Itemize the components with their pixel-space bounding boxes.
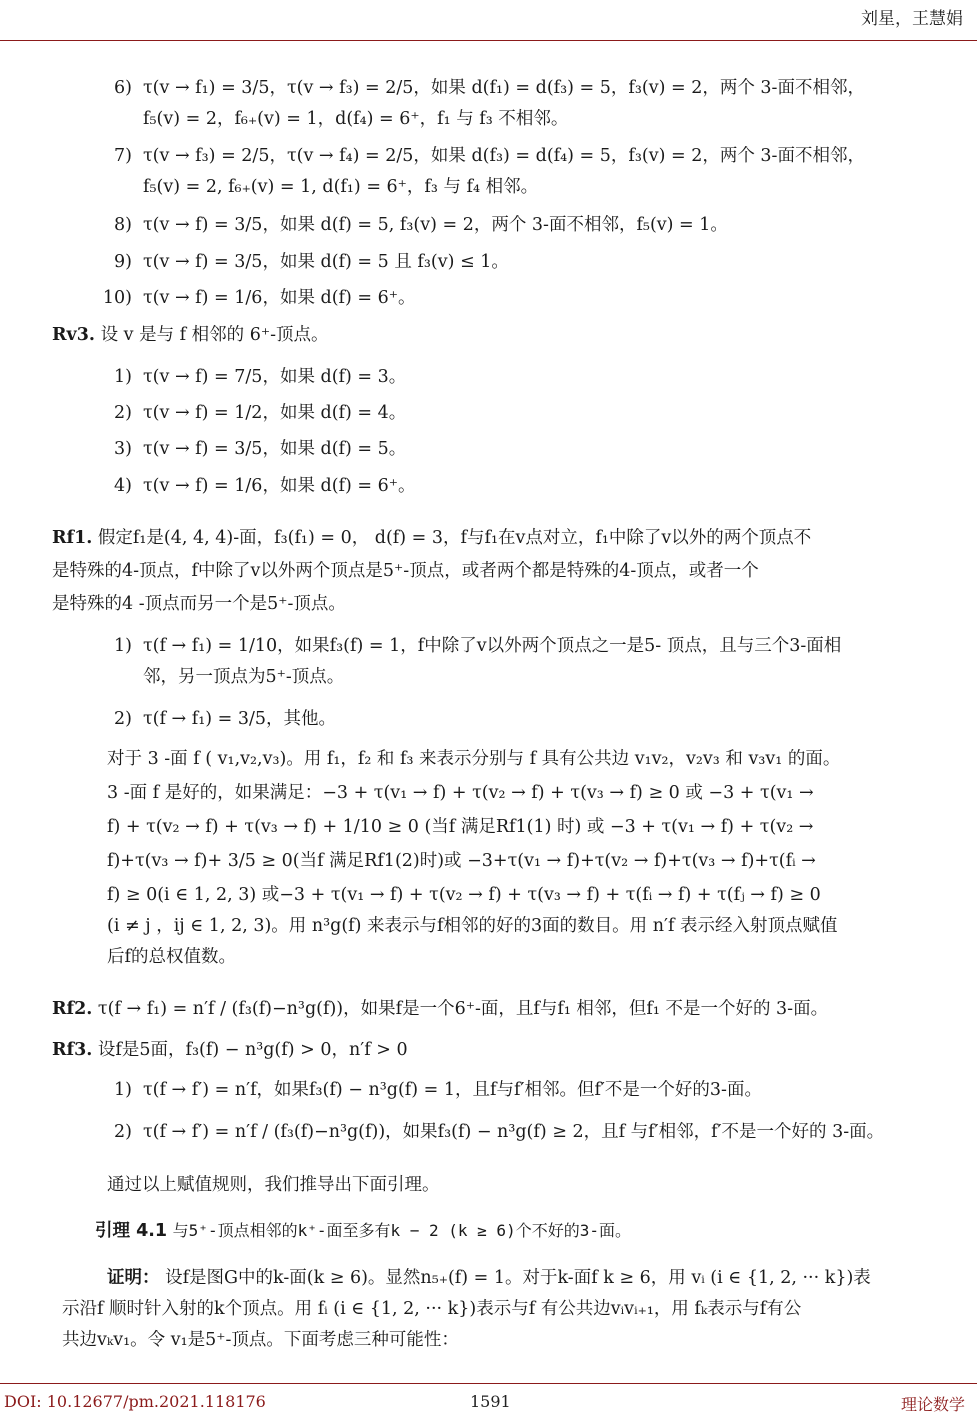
- rf3-item-1: τ(f → f′) = n′f，如果f₃(f) − n³g(f) = 1，且f与f′相邻。但f′不是一个好的3-面。: [143, 1080, 762, 1100]
- rf1-label: Rf1.: [52, 528, 93, 548]
- rv2-item-10-num: 10): [102, 288, 132, 308]
- rf3-rule: [52, 1037, 408, 1063]
- rv3-item-3: τ(v → f) = 3/5，如果 d(f) = 5。: [143, 439, 407, 459]
- rv2-item-8-line1: τ(v → f) = 3/5，如果 d(f) = 5, f₃(v) = 2，两个 3-面不相邻，f₅(v) = 1。: [143, 215, 728, 235]
- derive-sentence: 通过以上赋值规则，我们推导出下面引理。: [107, 1175, 440, 1195]
- rv2-item-9-line1: τ(v → f) = 3/5，如果 d(f) = 5 且 f₃(v) ≤ 1。: [143, 252, 509, 272]
- footer-journal: 理论数学: [900, 1395, 965, 1414]
- rf2-rule: [52, 996, 828, 1022]
- rv2-item-10-line1: τ(v → f) = 1/6，如果 d(f) = 6⁺。: [143, 288, 416, 308]
- rv3-item-1: τ(v → f) = 7/5，如果 d(f) = 3。: [143, 367, 407, 387]
- rf3-text: 设f是5面，f₃(f) − n³g(f) > 0，n′f > 0: [97, 1040, 408, 1060]
- rf1-line-2: 是特殊的4-顶点，f中除了v以外两个顶点是5⁺-顶点，或者两个都是特殊的4-顶点，或者一个: [52, 561, 759, 581]
- rv2-item-7-line1: τ(v → f₃) = 2/5，τ(v → f₄) = 2/5，如果 d(f₃) = d(f₄) = 5，f₃(v) = 2，两个 3-面不相邻，: [143, 146, 865, 166]
- rv3-item-4-num: 4): [114, 476, 132, 496]
- rf1-item-1-line2: 邻，另一顶点为5⁺-顶点。: [143, 667, 345, 687]
- rf1-line-3: 是特殊的4 -顶点而另一个是5⁺-顶点。: [52, 594, 346, 614]
- page-header: [0, 0, 977, 41]
- rf1-text-1: 假定f₁是(4, 4, 4)-面，f₃(f₁) = 0， d(f) = 3，f与f₁在v点对立，f₁中除了v以外的两个顶点不: [97, 528, 812, 548]
- rf1-line-1: [52, 525, 811, 551]
- good-face-line-1: 对于 3 -面 f ( v₁,v₂,v₃)。用 f₁，f₂ 和 f₃ 来表示分别与 f 具有公共边 v₁v₂，v₂v₃ 和 v₃v₁ 的面。: [107, 749, 841, 769]
- good-face-line-3: f) + τ(v₂ → f) + τ(v₃ → f) + 1/10 ≥ 0 (当f 满足Rf1(1) 时) 或 −3 + τ(v₁ → f) + τ(v₂ →: [107, 817, 814, 837]
- good-face-line-7: 后f的总权值数。: [107, 947, 236, 967]
- good-face-line-2: 3 -面 f 是好的，如果满足：−3 + τ(v₁ → f) + τ(v₂ → f) + τ(v₃ → f) ≥ 0 或 −3 + τ(v₁ →: [107, 783, 814, 803]
- rf1-item-2-line1: τ(f → f₁) = 3/5，其他。: [143, 709, 337, 729]
- rv2-item-8-num: 8): [114, 215, 132, 235]
- rv2-item-7-line2: f₅(v) = 2, f₆₊(v) = 1, d(f₁) = 6⁺，f₃ 与 f₄ 相邻。: [143, 177, 539, 197]
- rv3-item-2: τ(v → f) = 1/2，如果 d(f) = 4。: [143, 403, 407, 423]
- rv2-item-9-num: 9): [114, 252, 132, 272]
- rf3-item-2-num: 2): [114, 1122, 132, 1142]
- rf3-item-1-num: 1): [114, 1080, 132, 1100]
- proof-text-1: 设f是图G中的k-面(k ≥ 6)。显然n₅₊(f) = 1。对于k-面f k ≥ 6，用 vᵢ (i ∈ {1, 2, ··· k})表: [165, 1268, 871, 1288]
- rf1-item-2-num: 2): [114, 709, 132, 729]
- lemma-text: 与5⁺-顶点相邻的k⁺-面至多有k − 2 (k ≥ 6)个不好的3-面。: [172, 1221, 631, 1240]
- proof-line-3: 共边vₖv₁。令 v₁是5⁺-顶点。下面考虑三种可能性：: [62, 1330, 459, 1350]
- rf2-text: τ(f → f₁) = n′f / (f₃(f)−n³g(f))，如果f是一个6⁺-面，且f与f₁ 相邻，但f₁ 不是一个好的 3-面。: [97, 999, 829, 1019]
- good-face-line-5: f) ≥ 0(i ∈ 1, 2, 3) 或−3 + τ(v₁ → f) + τ(v₂ → f) + τ(v₃ → f) + τ(fᵢ → f) + τ(fⱼ → f) ≥ 0: [107, 885, 821, 905]
- rf3-label: Rf3.: [52, 1040, 93, 1060]
- footer-doi-link[interactable]: DOI: 10.12677/pm.2021.118176: [4, 1392, 266, 1411]
- page-footer: [0, 1383, 977, 1415]
- rf1-item-1-num: 1): [114, 636, 132, 656]
- proof-label: 证明：: [107, 1268, 160, 1288]
- rv2-item-6-line2: f₅(v) = 2，f₆₊(v) = 1，d(f₄) = 6⁺，f₁ 与 f₃ 不相邻。: [143, 109, 569, 129]
- rv3-label: Rv3.: [52, 325, 95, 345]
- lemma-4-1: [95, 1218, 631, 1244]
- rv3-item-3-num: 3): [114, 439, 132, 459]
- proof-line-2: 示沿f 顺时针入射的k个顶点。用 fᵢ (i ∈ {1, 2, ··· k})表示与f 有公共边vᵢvᵢ₊₁，用 fₖ表示与f有公: [62, 1299, 802, 1319]
- header-author: 刘星，王慧娟: [861, 9, 963, 29]
- footer-page-number: 1591: [470, 1392, 511, 1411]
- good-face-line-4: f)+τ(v₃ → f)+ 3/5 ≥ 0(当f 满足Rf1(2)时)或 −3+τ(v₁ → f)+τ(v₂ → f)+τ(v₃ → f)+τ(fᵢ →: [107, 851, 816, 871]
- lemma-label: 引理 4.1: [95, 1221, 168, 1241]
- rv3-item-4: τ(v → f) = 1/6，如果 d(f) = 6⁺。: [143, 476, 416, 496]
- good-face-line-6: (i ≠ j ，ij ∈ 1, 2, 3)。用 n³g(f) 来表示与f相邻的好的3面的数目。用 n′f 表示经入射顶点赋值: [107, 916, 838, 936]
- rf3-item-2: τ(f → f′) = n′f / (f₃(f)−n³g(f))，如果f₃(f) − n³g(f) ≥ 2，且f 与f′相邻，f′不是一个好的 3-面。: [143, 1122, 885, 1142]
- rv2-item-7-num: 7): [114, 146, 132, 166]
- rv3-text: 设 v 是与 f 相邻的 6⁺-顶点。: [100, 325, 329, 345]
- proof-line-1: [107, 1265, 871, 1291]
- rv3-rule: [52, 322, 329, 348]
- rv3-item-2-num: 2): [114, 403, 132, 423]
- rv2-item-6-line1: τ(v → f₁) = 3/5，τ(v → f₃) = 2/5，如果 d(f₁) = d(f₃) = 5，f₃(v) = 2，两个 3-面不相邻，: [143, 78, 865, 98]
- rf1-item-1-line1: τ(f → f₁) = 1/10，如果f₃(f) = 1，f中除了v以外两个顶点之一是5- 顶点，且与三个3-面相: [143, 636, 842, 656]
- rv3-item-1-num: 1): [114, 367, 132, 387]
- rv2-item-6-num: 6): [114, 78, 132, 98]
- rf2-label: Rf2.: [52, 999, 93, 1019]
